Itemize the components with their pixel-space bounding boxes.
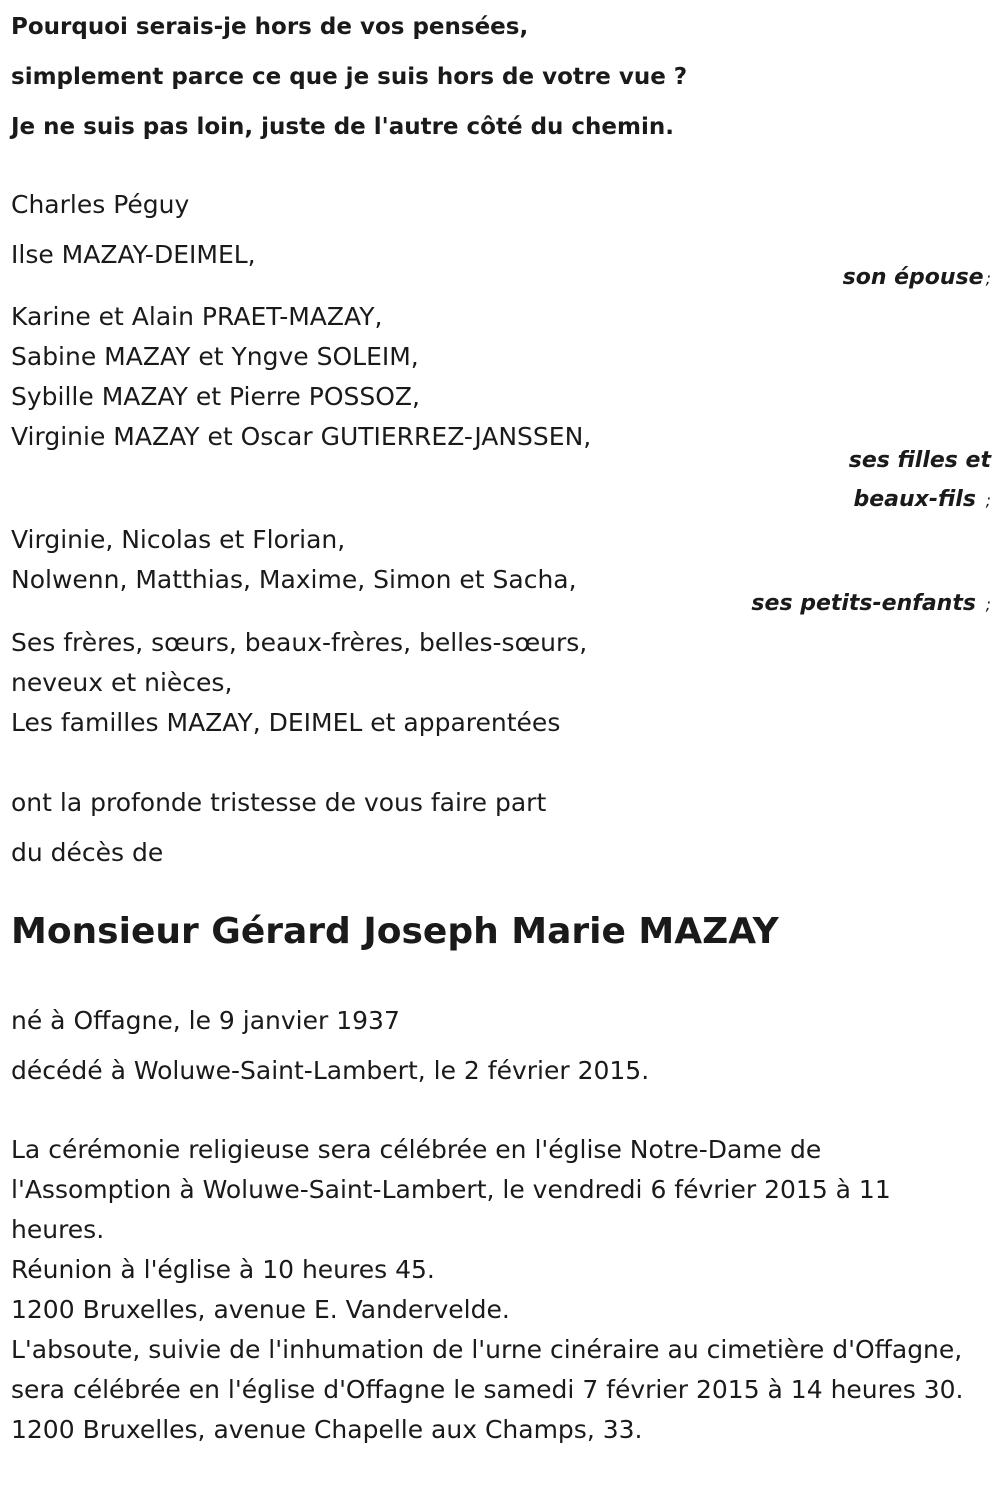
- deceased-name: Monsieur Gérard Joseph Marie MAZAY: [11, 911, 779, 952]
- semicolon: ;: [985, 269, 991, 288]
- children-role-line-1: ses filles et: [848, 448, 991, 473]
- child-line-4: Virginie MAZAY et Oscar GUTIERREZ-JANSSEN,: [11, 422, 592, 451]
- ceremony-line-3: 1200 Bruxelles, avenue E. Vandervelde.: [11, 1295, 510, 1324]
- grandchildren-role-label: ses petits-enfants: [751, 591, 976, 616]
- ceremony-details: [11, 1130, 971, 1450]
- spouse-name: Ilse MAZAY-DEIMEL,: [11, 240, 256, 269]
- children-role-line-2: [853, 485, 991, 516]
- others-line-3: Les familles MAZAY, DEIMEL et apparentées: [11, 708, 561, 737]
- ceremony-line-1: La cérémonie religieuse sera célébrée en l'église Notre-Dame de l'Assomption à Woluwe-Saint-Lambert, le vendredi 6 février 2015 à 11 heures.: [11, 1135, 891, 1244]
- spouse-role-label: son épouse: [842, 265, 984, 290]
- grandchildren-role: [751, 589, 991, 620]
- announcement-line-2: du décès de: [11, 838, 164, 867]
- child-line-2: Sabine MAZAY et Yngve SOLEIM,: [11, 342, 419, 371]
- obituary-page: [11, 0, 991, 1505]
- quote-author: Charles Péguy: [11, 190, 190, 219]
- deceased-born: né à Offagne, le 9 janvier 1937: [11, 1006, 400, 1035]
- semicolon: ;: [985, 491, 991, 510]
- grandchildren-line-2: Nolwenn, Matthias, Maxime, Simon et Sacha,: [11, 565, 577, 594]
- deceased-died: décédé à Woluwe-Saint-Lambert, le 2 février 2015.: [11, 1056, 650, 1085]
- grandchildren-line-1: Virginie, Nicolas et Florian,: [11, 525, 346, 554]
- child-line-1: Karine et Alain PRAET-MAZAY,: [11, 302, 383, 331]
- ceremony-line-5: 1200 Bruxelles, avenue Chapelle aux Champs, 33.: [11, 1415, 643, 1444]
- spouse-role: [843, 263, 991, 294]
- quote-line-1: Pourquoi serais-je hors de vos pensées,: [11, 14, 529, 40]
- others-line-1: Ses frères, sœurs, beaux-frères, belles-sœurs,: [11, 628, 588, 657]
- announcement-line-1: ont la profonde tristesse de vous faire part: [11, 788, 547, 817]
- others-line-2: neveux et nièces,: [11, 668, 233, 697]
- ceremony-line-2: Réunion à l'église à 10 heures 45.: [11, 1255, 435, 1284]
- quote-line-2: simplement parce ce que je suis hors de votre vue ?: [11, 64, 688, 90]
- child-line-3: Sybille MAZAY et Pierre POSSOZ,: [11, 382, 420, 411]
- ceremony-line-4: L'absoute, suivie de l'inhumation de l'urne cinéraire au cimetière d'Offagne, sera célébrée en l'église d'Offagne le samedi 7 février 2015 à 14 heures 30.: [11, 1335, 964, 1404]
- semicolon: ;: [985, 595, 991, 614]
- children-role-label: beaux-fils: [853, 487, 976, 512]
- quote-line-3: Je ne suis pas loin, juste de l'autre côté du chemin.: [11, 114, 674, 140]
